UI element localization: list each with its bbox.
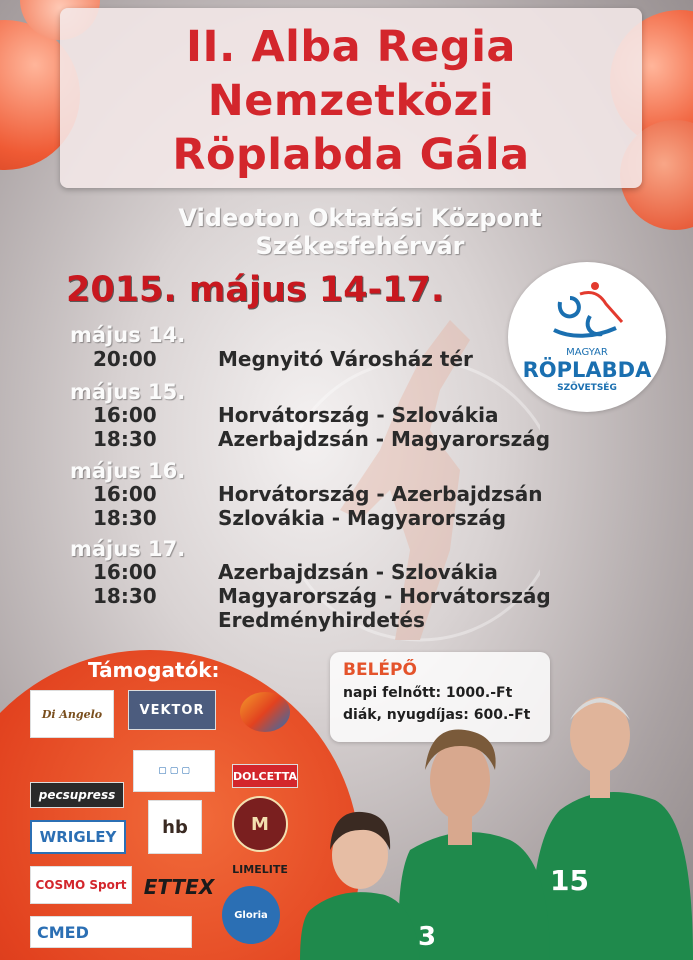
entry-student-price: diák, nyugdíjas: 600.-Ft — [343, 707, 531, 723]
schedule-event: Magyarország - Horvátország — [218, 584, 551, 608]
title-line-1: II. Alba Regia — [186, 22, 516, 72]
schedule-time: 16:00 — [93, 560, 157, 584]
title-line-2: Nemzetközi — [207, 76, 495, 126]
logo-text-main: RÖPLABDA — [522, 358, 652, 382]
schedule-time: 18:30 — [93, 584, 157, 608]
svg-text:3: 3 — [418, 922, 437, 952]
schedule-event: Horvátország - Azerbajdzsán — [218, 482, 543, 506]
title-line-3: Röplabda Gála — [172, 130, 530, 180]
sponsor-logo-cosmo-sport: COSMO Sport — [30, 866, 132, 904]
venue-name: Videoton Oktatási Központ — [178, 204, 542, 232]
federation-logo — [508, 262, 666, 412]
logo-text-top: MAGYAR — [566, 347, 608, 358]
schedule-time: 18:30 — [93, 506, 157, 530]
venue-city: Székesfehérvár — [255, 232, 465, 260]
sponsor-logo-pecsupress: pecsupress — [30, 782, 124, 808]
closing-event: Eredményhirdetés — [218, 608, 425, 632]
sponsor-logo-wrigley: WRIGLEY — [30, 820, 126, 854]
sponsor-logo-vektor: VEKTOR — [128, 690, 216, 730]
schedule-time: 16:00 — [93, 482, 157, 506]
players-photo — [300, 680, 693, 960]
sponsor-logo-gloria: Gloria — [222, 886, 280, 944]
sponsor-logo-blue: ▢ ▢ ▢ — [133, 750, 215, 792]
logo-text-bottom: SZÖVETSÉG — [557, 383, 617, 393]
sponsors-title: Támogatók: — [88, 658, 220, 682]
sponsor-logo-limelite: LIMELITE — [232, 862, 288, 876]
federation-logo-icon — [550, 280, 630, 342]
sponsor-logo-seal: M — [232, 796, 288, 852]
schedule-day-4: május 17. — [70, 537, 186, 561]
svg-text:15: 15 — [550, 864, 589, 897]
schedule-day-2: május 15. — [70, 380, 186, 404]
schedule-event: Azerbajdzsán - Magyarország — [218, 427, 551, 451]
schedule-event: Szlovákia - Magyarország — [218, 506, 507, 530]
sponsor-logo-orange-circle — [240, 692, 290, 732]
sponsor-logo-diangelo: Di Angelo — [30, 690, 114, 738]
sponsor-logo-cmed: CMED — [30, 916, 192, 948]
schedule-event: Megnyitó Városház tér — [218, 347, 473, 371]
schedule-time: 20:00 — [93, 347, 157, 371]
entry-adult-price: napi felnőtt: 1000.-Ft — [343, 685, 513, 701]
schedule-day-1: május 14. — [70, 323, 186, 347]
sponsor-logo-ettex: ETTEX — [143, 875, 215, 899]
schedule-time: 18:30 — [93, 427, 157, 451]
sponsor-logo-dolcetta: DOLCETTA — [232, 764, 298, 788]
title-box — [60, 8, 642, 188]
schedule-day-3: május 16. — [70, 459, 186, 483]
schedule-event: Azerbajdzsán - Szlovákia — [218, 560, 498, 584]
schedule-event: Horvátország - Szlovákia — [218, 403, 499, 427]
event-date: 2015. május 14-17. — [66, 270, 445, 310]
sponsor-logo-hb: hb — [148, 800, 202, 854]
schedule-time: 16:00 — [93, 403, 157, 427]
entry-title: BELÉPŐ — [343, 660, 417, 680]
